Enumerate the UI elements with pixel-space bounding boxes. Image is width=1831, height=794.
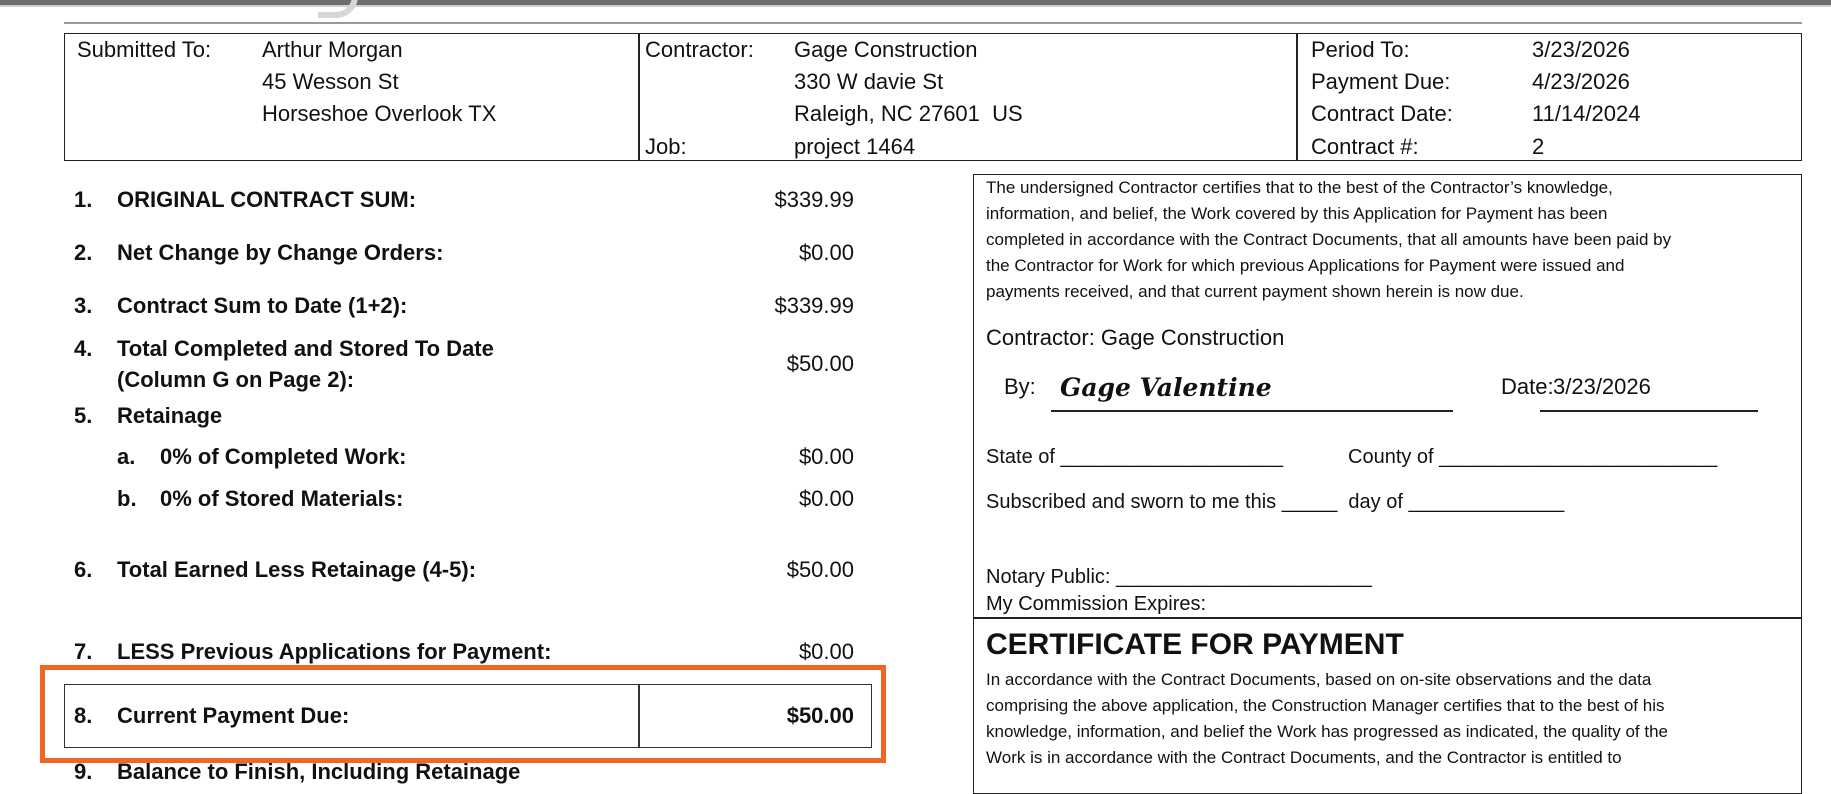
contractor-name: Gage Construction — [794, 37, 978, 62]
contractor-label: Contractor: — [645, 37, 754, 62]
certificate-line-3: knowledge, information, and belief the Work has progressed as indicated, the quality of the — [986, 722, 1668, 741]
line-5-label: Retainage — [117, 403, 223, 428]
line-5b-amount: $0.00 — [798, 486, 854, 511]
contractor-city: Raleigh, NC 27601 US — [794, 101, 1023, 126]
line-2-amount: $0.00 — [798, 240, 854, 265]
line-5a-amount: $0.00 — [798, 444, 854, 469]
line-5a-number: a. — [117, 444, 136, 469]
county-field[interactable]: County of _________________________ — [1348, 446, 1718, 468]
line-8-amount: $50.00 — [786, 703, 854, 728]
line-7-amount: $0.00 — [798, 639, 854, 664]
line-4-label: Total Completed and Stored To Date — [117, 336, 494, 361]
certificate-line-1: In accordance with the Contract Documents, based on on-site observations and the data — [986, 670, 1652, 689]
contract-date-value: 11/14/2024 — [1532, 101, 1641, 126]
submitted-to-city: Horseshoe Overlook TX — [262, 101, 497, 126]
date-line — [1540, 410, 1758, 412]
line-3-label: Contract Sum to Date (1+2): — [117, 293, 408, 318]
line-8-label: Current Payment Due: — [117, 703, 350, 728]
period-to-label: Period To: — [1311, 37, 1410, 62]
top-border-shadow — [0, 5, 1831, 7]
certification-line-3: completed in accordance with the Contract Documents, that all amounts have been paid by — [986, 230, 1672, 249]
payment-due-value: 4/23/2026 — [1532, 69, 1630, 94]
line-2-label: Net Change by Change Orders: — [117, 240, 444, 265]
contractor-signature: Gage Valentine — [1060, 373, 1272, 402]
line-8-number: 8. — [74, 703, 93, 728]
line-5a-label: 0% of Completed Work: — [160, 444, 407, 469]
line-2-number: 2. — [74, 240, 93, 265]
date-label: Date: — [1501, 374, 1554, 399]
line-3-amount: $339.99 — [774, 293, 854, 318]
commission-expires: My Commission Expires: — [986, 593, 1207, 615]
line-7-label: LESS Previous Applications for Payment: — [117, 639, 552, 664]
contract-date-label: Contract Date: — [1311, 101, 1453, 126]
line-9-label: Balance to Finish, Including Retainage — [117, 759, 521, 784]
line-5b-number: b. — [117, 486, 137, 511]
line-6-label: Total Earned Less Retainage (4-5): — [117, 557, 477, 582]
period-to-value: 3/23/2026 — [1532, 37, 1630, 62]
certificate-title: CERTIFICATE FOR PAYMENT — [986, 628, 1404, 661]
certification-line-2: information, and belief, the Work covered by this Application for Payment has been — [986, 204, 1608, 223]
contractor-street: 330 W davie St — [794, 69, 944, 94]
line-4-number: 4. — [74, 336, 93, 361]
signature-line — [1051, 410, 1453, 412]
submitted-to-street: 45 Wesson St — [262, 69, 399, 94]
line-5-number: 5. — [74, 403, 93, 428]
notary-field[interactable]: Notary Public: _______________________ — [986, 566, 1372, 588]
by-label: By: — [1004, 374, 1036, 399]
line-5b-label: 0% of Stored Materials: — [160, 486, 404, 511]
line-7-number: 7. — [74, 639, 93, 664]
state-field[interactable]: State of ____________________ — [986, 446, 1283, 468]
certification-line-5: payments received, and that current payment shown herein is now due. — [986, 282, 1524, 301]
certification-line-4: the Contractor for Work for which previous Applications for Payment were issued and — [986, 256, 1625, 275]
header-rule — [64, 22, 1802, 24]
line-4-label-cont: (Column G on Page 2): — [117, 367, 355, 392]
current-payment-highlight — [40, 665, 886, 763]
line-1-amount: $339.99 — [774, 187, 854, 212]
line-9-number: 9. — [74, 759, 93, 784]
job-value: project 1464 — [794, 134, 916, 159]
date-value: 3/23/2026 — [1553, 374, 1651, 399]
header-divider-2 — [1296, 33, 1298, 161]
line-1-number: 1. — [74, 187, 93, 212]
line-6-amount: $50.00 — [786, 557, 854, 582]
title-fragment-glyph — [318, 0, 358, 18]
certificate-line-4: Work is in accordance with the Contract Documents, and the Contractor is entitled to — [986, 748, 1622, 767]
line-6-number: 6. — [74, 557, 93, 582]
header-divider-1 — [638, 33, 640, 161]
cert-contractor: Contractor: Gage Construction — [986, 325, 1285, 350]
certificate-separator — [973, 617, 1802, 619]
submitted-to-label: Submitted To: — [77, 37, 212, 62]
payment-due-label: Payment Due: — [1311, 69, 1451, 94]
line-1-label: ORIGINAL CONTRACT SUM: — [117, 187, 417, 212]
certificate-line-2: comprising the above application, the Construction Manager certifies that to the best of his — [986, 696, 1665, 715]
certification-line-1: The undersigned Contractor certifies that to the best of the Contractor’s knowledge, — [986, 178, 1613, 197]
line-4-amount: $50.00 — [786, 351, 854, 376]
submitted-to-name: Arthur Morgan — [262, 37, 403, 62]
job-label: Job: — [645, 134, 687, 159]
line-3-number: 3. — [74, 293, 93, 318]
contract-number-label: Contract #: — [1311, 134, 1419, 159]
contract-number-value: 2 — [1532, 134, 1545, 159]
subscribed-line[interactable]: Subscribed and sworn to me this _____ day of ______________ — [986, 491, 1565, 513]
